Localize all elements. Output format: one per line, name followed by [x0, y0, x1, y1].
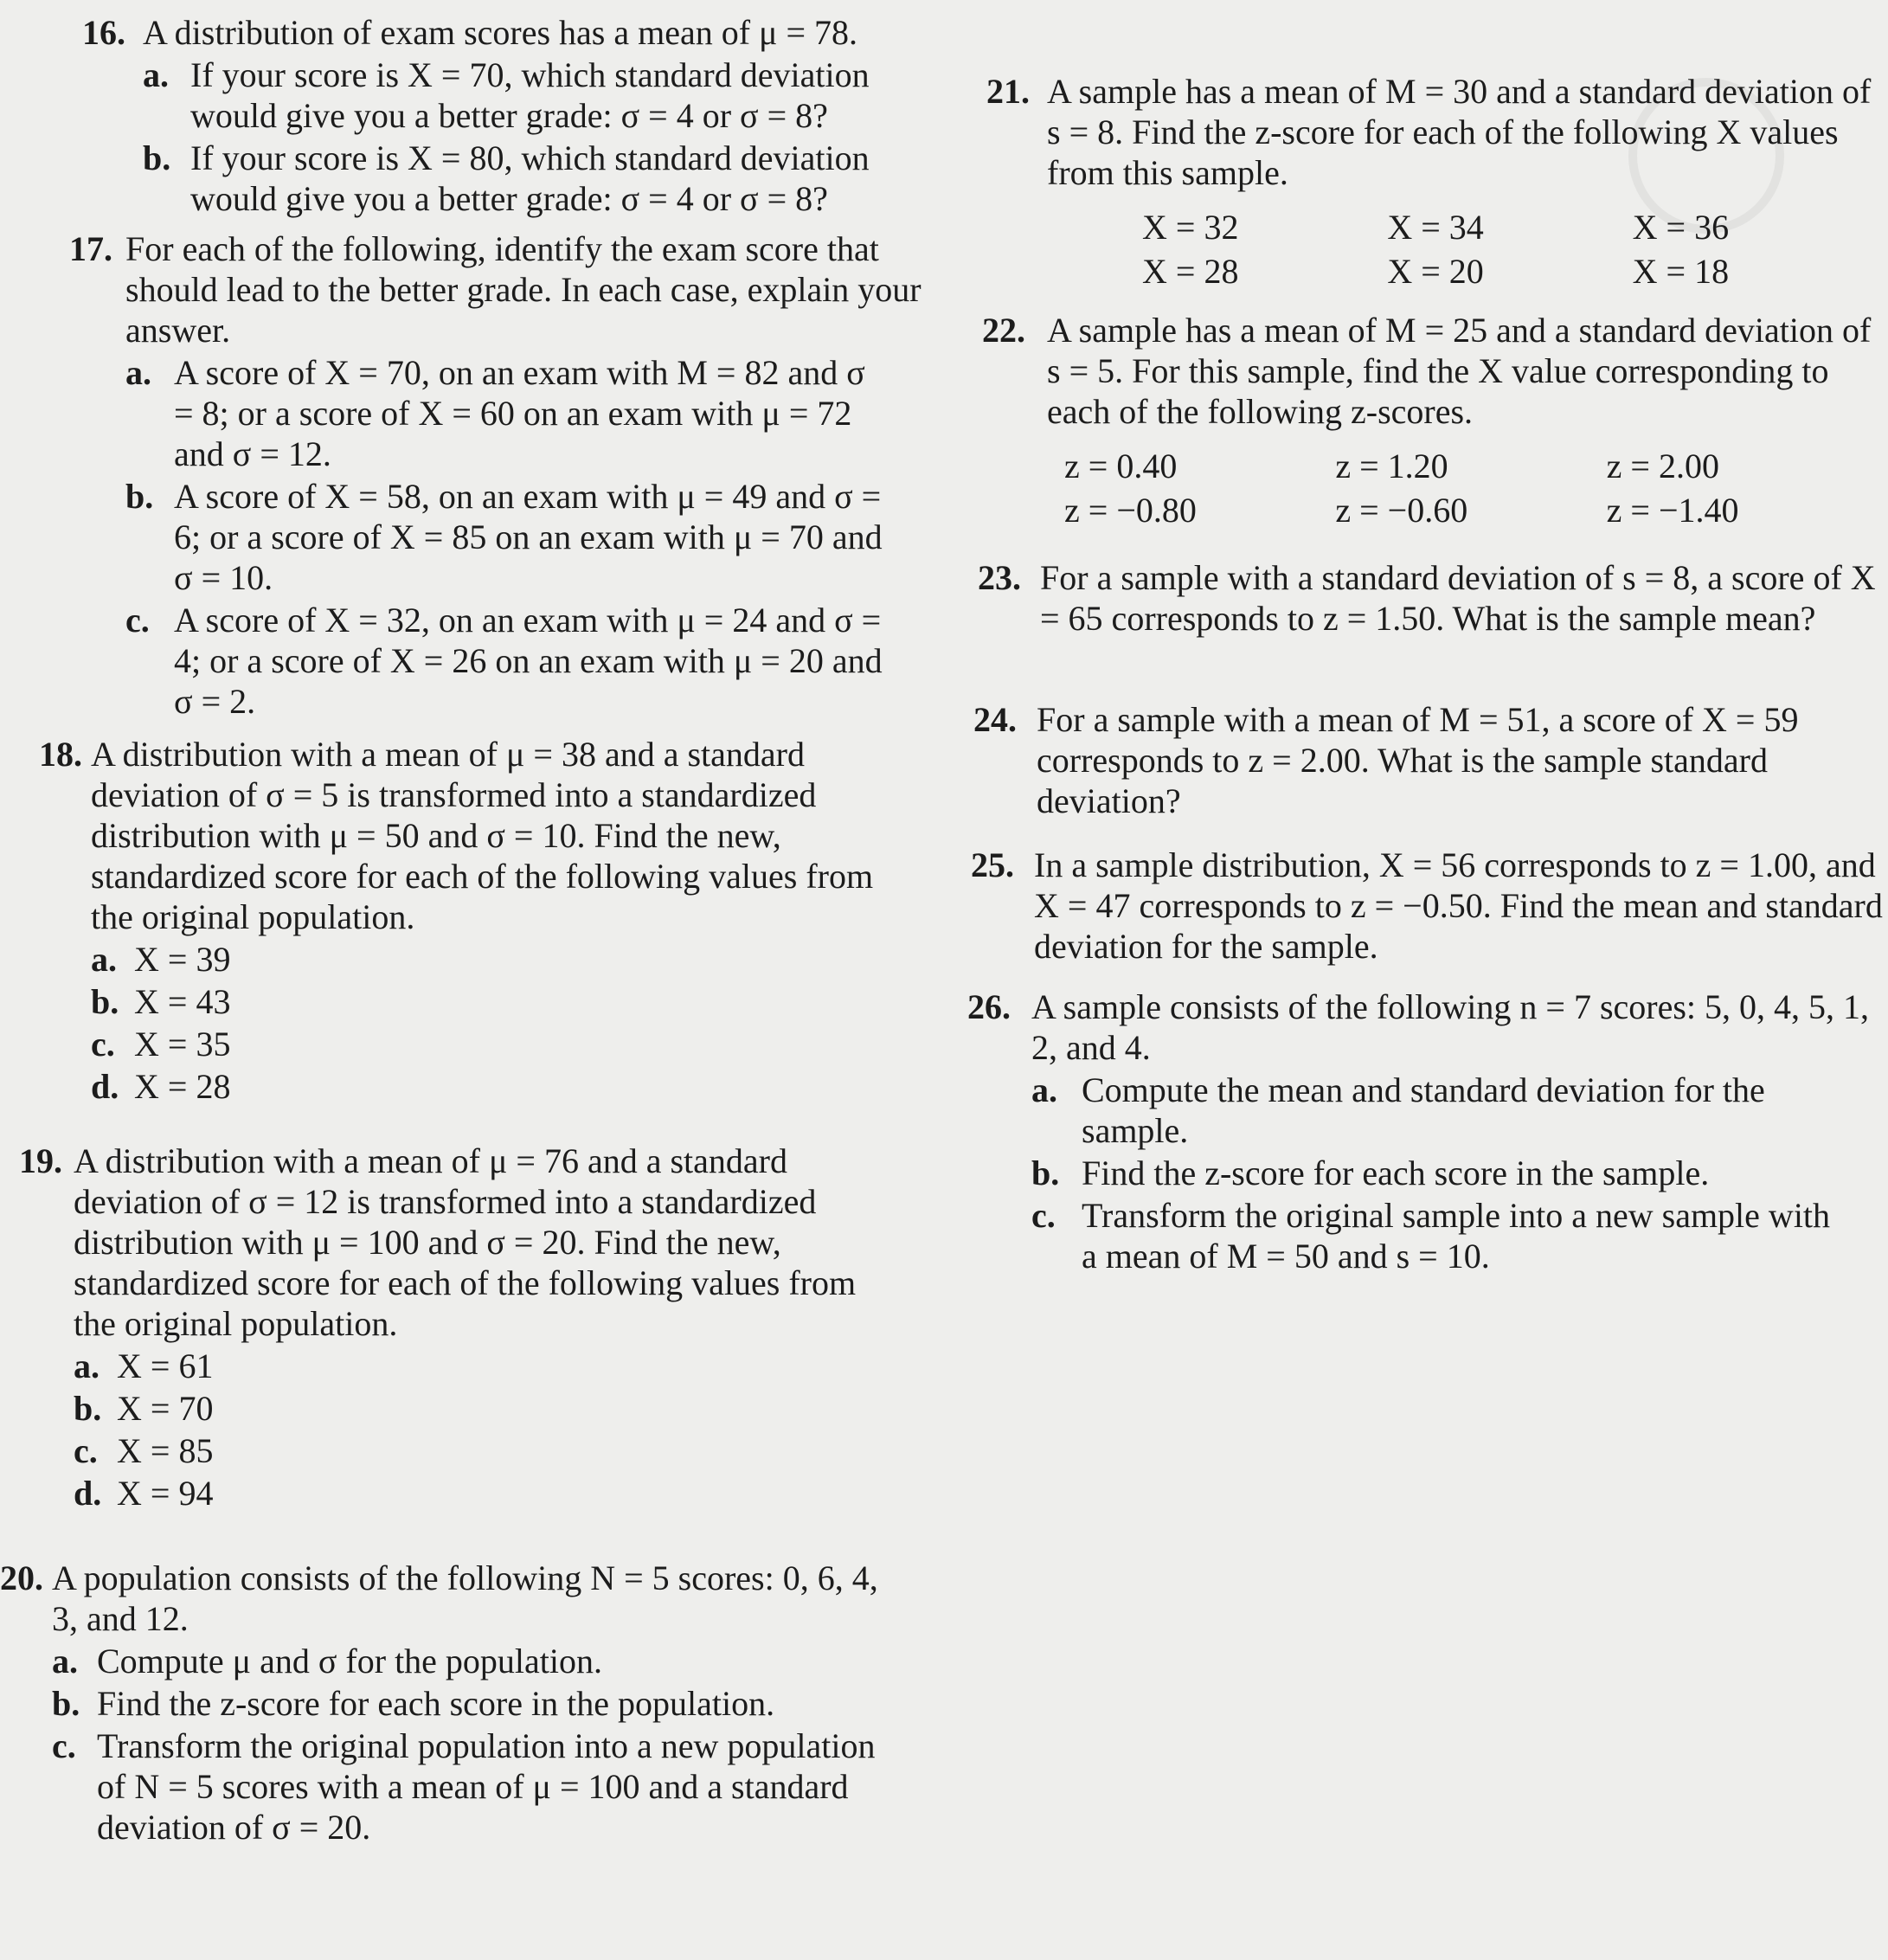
problem-stem: A sample consists of the following n = 7 scores: 5, 0, 4, 5, 1, 2, and 4.	[1031, 987, 1870, 1067]
sub-text: A score of X = 58, on an exam with μ = 49 and σ = 6; or a score of X = 85 on an exam with μ = 70 and σ = 10.	[174, 477, 883, 597]
problem-25	[960, 845, 1888, 967]
problem-number: 21.	[986, 72, 1030, 111]
problem-17	[0, 228, 926, 722]
value: z = 1.20	[1335, 447, 1448, 485]
value: z = −0.60	[1335, 491, 1468, 530]
sub-text: Transform the original population into a new population of N = 5 scores with a mean of μ = 100 and a standard deviation of σ = 20.	[97, 1726, 876, 1847]
problem-19	[0, 1141, 887, 1513]
sub-text: A score of X = 70, on an exam with M = 82 and σ = 8; or a score of X = 60 on an exam with μ = 72 and σ = 12.	[174, 353, 865, 473]
sub-label: a.	[52, 1642, 78, 1680]
sub-item	[1031, 1153, 1888, 1193]
sub-label: a.	[125, 353, 151, 392]
value: X = 36	[1632, 208, 1730, 247]
sub-text: X = 85	[117, 1431, 214, 1470]
sub-item	[1031, 1195, 1888, 1276]
value: z = 2.00	[1606, 447, 1719, 485]
sub-item	[1031, 1070, 1888, 1151]
problem-stem: In a sample distribution, X = 56 corresponds to z = 1.00, and X = 47 corresponds to z = −0.50. Find the mean and standard deviation for the sample.	[1034, 845, 1883, 966]
problem-stem: A sample has a mean of M = 25 and a standard deviation of s = 5. For this sample, find the X value corresponding to each of the following z-scores.	[1047, 311, 1872, 431]
sub-label: a.	[1031, 1070, 1057, 1109]
sub-item	[143, 138, 943, 219]
sub-item	[74, 1388, 887, 1429]
value: z = −0.80	[1064, 491, 1197, 530]
value: X = 18	[1632, 252, 1730, 291]
value: z = −1.40	[1606, 491, 1739, 530]
value: X = 20	[1387, 252, 1484, 291]
problem-number: 25.	[971, 845, 1014, 884]
sub-label: b.	[52, 1684, 80, 1723]
sub-label: d.	[74, 1474, 102, 1513]
problem-stem: A distribution of exam scores has a mean of μ = 78.	[143, 13, 858, 52]
sub-text: X = 70	[117, 1389, 214, 1428]
sub-text: X = 94	[117, 1474, 214, 1513]
sub-label: b.	[1031, 1154, 1060, 1192]
problem-number: 16.	[82, 13, 125, 52]
problem-stem: For each of the following, identify the exam score that should lead to the better grade. In each case, explain your answer.	[125, 229, 922, 350]
problem-number: 19.	[19, 1141, 62, 1180]
sub-item	[91, 981, 891, 1022]
problem-number: 22.	[982, 311, 1025, 350]
problem-number: 17.	[69, 229, 112, 268]
sub-label: d.	[91, 1067, 119, 1106]
problem-stem: For a sample with a standard deviation of s = 8, a score of X = 65 corresponds to z = 1.50. What is the sample mean?	[1040, 558, 1876, 638]
problem-stem: A sample has a mean of M = 30 and a standard deviation of s = 8. Find the z-score for each of the following X values from this sample.	[1047, 72, 1872, 192]
problem-16	[0, 12, 943, 219]
value: z = 0.40	[1064, 447, 1178, 485]
sub-label: a.	[91, 940, 117, 979]
problem-21	[960, 71, 1878, 292]
sub-text: Find the z-score for each score in the population.	[97, 1684, 775, 1723]
sub-item	[74, 1473, 887, 1513]
sub-label: c.	[1031, 1196, 1056, 1235]
sub-item	[52, 1641, 883, 1681]
problem-number: 23.	[978, 558, 1021, 597]
sub-text: X = 39	[134, 940, 231, 979]
sub-text: A score of X = 32, on an exam with μ = 24 and σ = 4; or a score of X = 26 on an exam with μ = 20 and σ = 2.	[174, 601, 883, 721]
problem-26	[960, 986, 1888, 1276]
sub-label: b.	[91, 982, 119, 1021]
sub-text: If your score is X = 80, which standard deviation would give you a better grade: σ = 4 or σ = 8?	[190, 138, 870, 218]
sub-item	[74, 1430, 887, 1471]
sub-text: If your score is X = 70, which standard deviation would give you a better grade: σ = 4 or σ = 8?	[190, 55, 870, 135]
sub-label: a.	[143, 55, 169, 94]
sub-item	[91, 1066, 891, 1107]
sub-text: X = 35	[134, 1025, 231, 1064]
sub-label: b.	[74, 1389, 102, 1428]
sub-text: X = 61	[117, 1346, 214, 1385]
sub-item	[91, 1024, 891, 1064]
problem-stem: A population consists of the following N = 5 scores: 0, 6, 4, 3, and 12.	[52, 1558, 878, 1638]
sub-label: c.	[91, 1025, 115, 1064]
sub-text: Compute the mean and standard deviation for the sample.	[1082, 1070, 1765, 1150]
sub-item	[91, 939, 891, 980]
problem-23	[960, 557, 1879, 639]
sub-label: c.	[74, 1431, 98, 1470]
sub-label: a.	[74, 1346, 100, 1385]
sub-label: c.	[52, 1726, 76, 1765]
sub-item	[52, 1683, 883, 1724]
problem-stem: For a sample with a mean of M = 51, a score of X = 59 corresponds to z = 2.00. What is the sample standard deviation?	[1037, 700, 1799, 820]
value: X = 32	[1142, 208, 1239, 247]
sub-text: X = 43	[134, 982, 231, 1021]
sub-label: c.	[125, 601, 150, 639]
sub-item	[125, 352, 926, 474]
value: X = 34	[1387, 208, 1484, 247]
problem-number: 20.	[0, 1558, 43, 1597]
sub-item	[125, 476, 926, 598]
problem-number: 24.	[973, 700, 1017, 739]
sub-label: b.	[143, 138, 171, 177]
value-grid	[1064, 446, 1878, 530]
value-grid	[1142, 207, 1878, 292]
sub-label: b.	[125, 477, 154, 516]
problem-number: 18.	[39, 735, 82, 774]
problem-22	[960, 310, 1878, 530]
sub-item	[143, 55, 943, 136]
problem-number: 26.	[967, 987, 1011, 1026]
problem-18	[0, 734, 891, 1107]
sub-text: Find the z-score for each score in the sample.	[1082, 1154, 1710, 1192]
sub-text: Transform the original sample into a new sample with a mean of M = 50 and s = 10.	[1082, 1196, 1831, 1276]
sub-text: Compute μ and σ for the population.	[97, 1642, 603, 1680]
sub-item	[52, 1725, 883, 1848]
problem-stem: A distribution with a mean of μ = 38 and a standard deviation of σ = 5 is transformed into a standardized distribution with μ = 50 and σ = 10. Find the new, standardized score for each of the following values from the original population.	[91, 735, 874, 936]
value: X = 28	[1142, 252, 1239, 291]
sub-item	[125, 600, 926, 722]
problem-24	[960, 699, 1880, 821]
problem-20	[0, 1558, 883, 1848]
problem-stem: A distribution with a mean of μ = 76 and a standard deviation of σ = 12 is transformed into a standardized distribution with μ = 100 and σ = 20. Find the new, standardized score for each of the following values from the original population.	[74, 1141, 857, 1343]
sub-item	[74, 1346, 887, 1386]
sub-text: X = 28	[134, 1067, 231, 1106]
